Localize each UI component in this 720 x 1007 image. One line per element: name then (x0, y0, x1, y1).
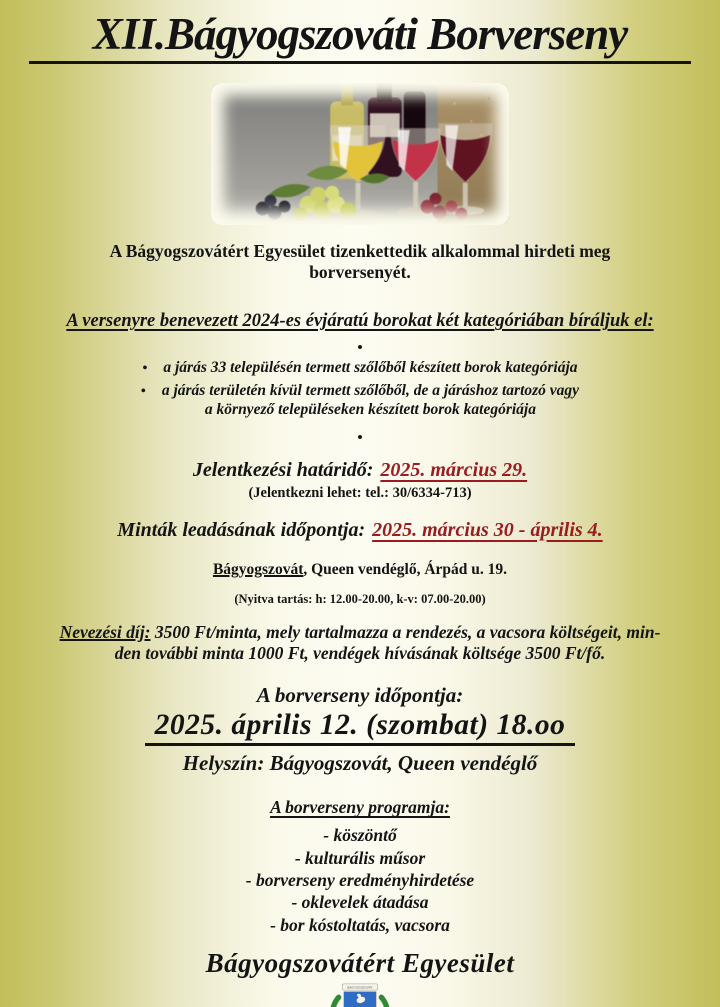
program-heading: A borverseny programja: (270, 797, 450, 818)
category-item-2-line-2: a környező településeken készített borok kategóriája (204, 400, 536, 418)
event-heading: A borverseny időpontja: (256, 683, 464, 708)
wine-photo-illustration (211, 83, 509, 225)
location-rest: , Queen vendéglő, Árpád u. 19. (303, 560, 508, 578)
samples-date: 2025. március 30 - április 4. (372, 518, 603, 541)
categories-heading: A versenyre benevezett 2024-es évjáratú borokat két kategóriában bíráljuk el: (66, 311, 654, 332)
program-item: - oklevelek átadása (291, 892, 429, 913)
bullet-icon: • (140, 383, 146, 399)
deadline-date: 2025. március 29. (380, 458, 528, 481)
opening-hours: (Nyitva tartás: h: 12.00-20.00, k-v: 07.00-20.00) (234, 591, 486, 606)
samples-label: Minták leadásának időpontja: (117, 518, 366, 541)
program-item: - bor kóstoltatás, vacsora (270, 914, 450, 935)
program-list (0, 825, 720, 934)
deadline-label: Jelentkezési határidő: (192, 458, 374, 481)
fee-text-line-1: 3500 Ft/minta, mely tartalmazza a rendezés, a vacsora költségeit, min- (150, 621, 661, 642)
category-item-2-line-1: a járás területén kívül termett szőlőből, de a járáshoz tartozó vagy (161, 381, 580, 399)
event-date: 2025. április 12. (szombat) 18.oo (145, 709, 576, 746)
separator-bullet: • (357, 340, 363, 357)
bullet-icon: • (142, 361, 148, 377)
location-name: Bágyogszovát (212, 560, 304, 578)
program-item: - kulturális műsor (294, 847, 426, 868)
organizer-signature: Bágyogszovátért Egyesület (205, 947, 515, 978)
wine-photo (211, 83, 509, 225)
category-item-1 (0, 359, 720, 379)
separator-bullet: • (357, 429, 363, 446)
program-item: - köszöntő (323, 825, 397, 846)
contact-note: (Jelentkezni lehet: tel.: 30/6334-713) (248, 484, 472, 501)
village-coat-of-arms (322, 983, 398, 1007)
program-item: - borverseny eredményhirdetése (245, 869, 475, 890)
deadline-line (0, 459, 720, 482)
event-venue: Helyszín: Bágyogszovát, Queen vendéglő (182, 751, 538, 776)
fee-text-line-2: den további minta 1000 Ft, vendégek hívásának költsége 3500 Ft/fő. (114, 643, 606, 663)
category-item-1-text: a járás 33 településén termett szőlőből készített borok kategóriája (163, 359, 578, 377)
location-line (0, 561, 720, 579)
fee-label: Nevezési díj: (59, 621, 151, 642)
page-title: XII.Bágyogszováti Borverseny (29, 10, 691, 64)
category-item-2 (0, 382, 720, 420)
samples-line (0, 519, 720, 542)
intro-text: A Bágyogszovátért Egyesület tizenkettedik alkalommal hirdeti meg borversenyét. (109, 240, 611, 283)
entry-fee-block (24, 622, 696, 665)
crest-banner-text: BÁGYOGSZOVÁT (347, 985, 373, 990)
